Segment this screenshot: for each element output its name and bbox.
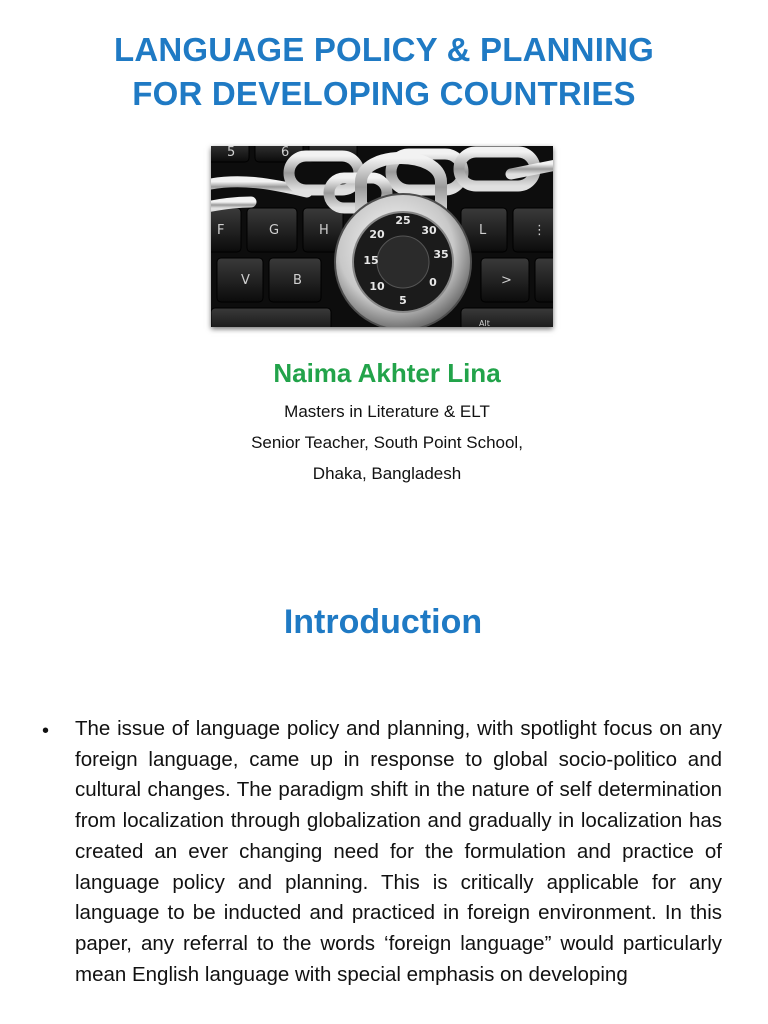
svg-text:V: V [241, 273, 250, 288]
slide-title-line2: FOR DEVELOPING COUNTRIES [132, 75, 636, 112]
svg-text:0: 0 [429, 276, 437, 289]
svg-text:G: G [269, 223, 280, 238]
author-position: Senior Teacher, South Point School, [251, 433, 523, 452]
slide-title-line1: LANGUAGE POLICY & PLANNING [114, 31, 654, 68]
svg-text:>: > [501, 273, 512, 288]
svg-text:5: 5 [227, 146, 236, 160]
svg-text:6: 6 [281, 146, 290, 160]
svg-text:15: 15 [363, 254, 379, 267]
svg-text:B: B [293, 273, 302, 288]
svg-text:30: 30 [421, 224, 437, 237]
svg-text:10: 10 [369, 280, 385, 293]
bullet-marker: • [42, 720, 50, 742]
padlock-chain-keyboard-image [211, 146, 553, 327]
author-name: Naima Akhter Lina [273, 358, 501, 388]
slide-title [0, 28, 768, 116]
svg-text:25: 25 [395, 214, 411, 227]
svg-text:L: L [479, 223, 487, 238]
author-location: Dhaka, Bangladesh [312, 464, 462, 483]
svg-text:35: 35 [433, 248, 449, 261]
svg-text:20: 20 [369, 228, 385, 241]
svg-text:⋮: ⋮ [533, 223, 546, 238]
svg-text:Alt: Alt [479, 319, 490, 327]
section-heading: Introduction [283, 603, 483, 641]
svg-text:5: 5 [399, 294, 407, 307]
intro-paragraph: The issue of language policy and planning, with spotlight focus on any foreign language, came up in response to global socio-politico and cultural changes. The paradigm shift in the nature of self determination from localization through globalization and gradually in localization has created an ever changing need for the formulation and practice of language policy and planning. This is critically applicable for any language to be inducted and practiced in foreign environment. In this paper, any referral to the words ‘foreign language” would particularly mean English language with special emphasis on developing [75, 717, 722, 986]
svg-text:F: F [217, 223, 225, 238]
author-credential: Masters in Literature & ELT [284, 402, 490, 421]
svg-text:H: H [319, 223, 329, 238]
